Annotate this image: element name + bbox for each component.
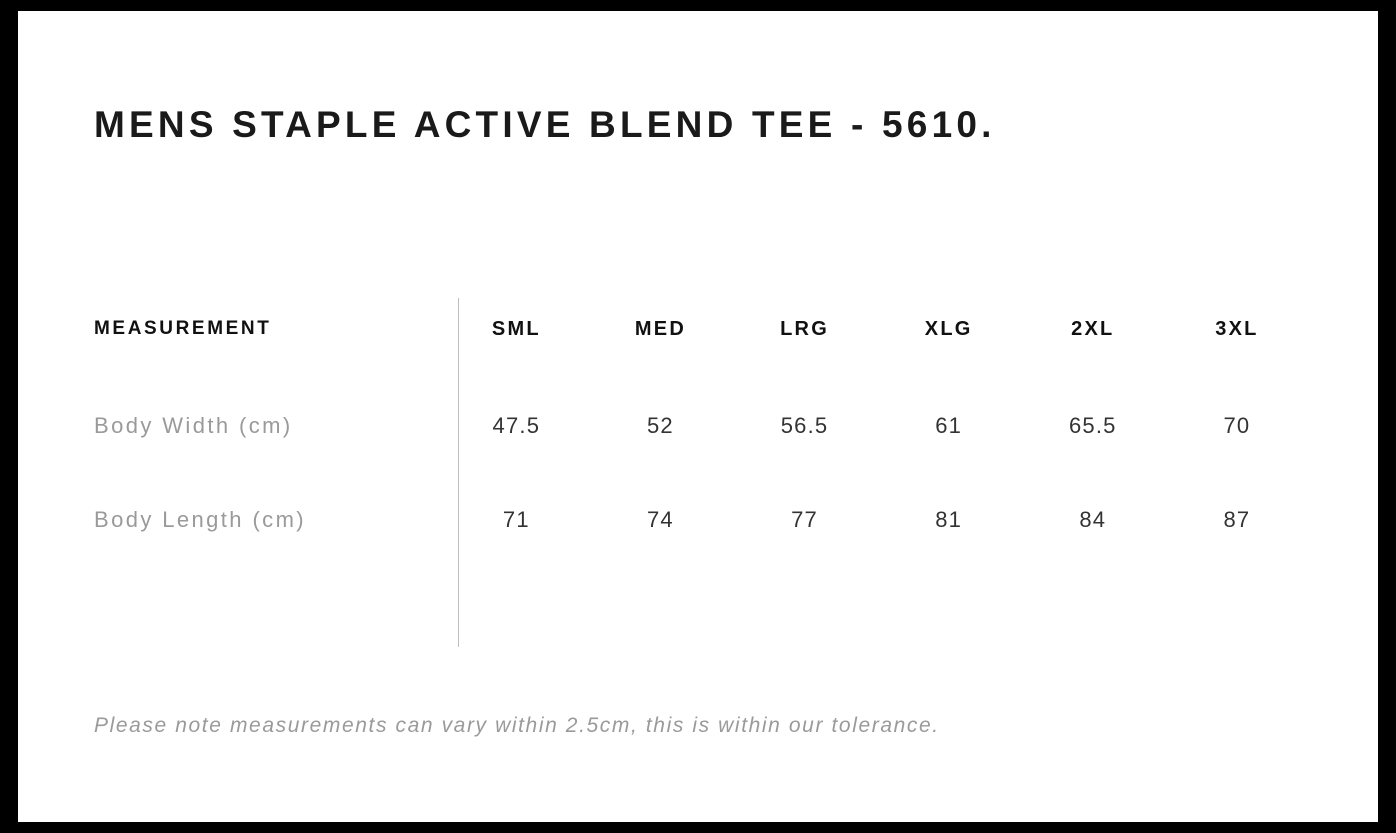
row-label-body-length: Body Length (cm) [94, 507, 307, 532]
size-column-header-3xl: 3XL [1215, 317, 1259, 340]
size-table-container [18, 279, 1378, 567]
table-row [94, 379, 1309, 473]
size-table [94, 279, 1309, 567]
cell-body-length-sml: 71 [502, 507, 530, 532]
page-title: MENS STAPLE ACTIVE BLEND TEE - 5610. [94, 104, 996, 145]
cell-body-length-xlg: 81 [935, 507, 963, 532]
cell-body-width-2xl: 65.5 [1068, 413, 1117, 438]
cell-body-width-med: 52 [647, 413, 674, 438]
row-label-body-width: Body Width (cm) [94, 413, 293, 438]
tolerance-note: Please note measurements can vary within 2.5cm, this is within our tolerance. [94, 714, 940, 737]
size-column-header-2xl: 2XL [1071, 317, 1115, 340]
size-column-header-med: MED [634, 317, 686, 340]
cell-body-width-lrg: 56.5 [780, 413, 829, 438]
cell-body-length-3xl: 87 [1223, 507, 1251, 532]
cell-body-width-xlg: 61 [935, 413, 963, 438]
size-column-header-lrg: LRG [780, 317, 829, 340]
cell-body-length-2xl: 84 [1079, 507, 1107, 532]
cell-body-length-lrg: 77 [791, 507, 818, 532]
cell-body-length-med: 74 [647, 507, 674, 532]
cell-body-width-3xl: 70 [1223, 413, 1251, 438]
size-chart-page [18, 11, 1378, 822]
size-column-header-xlg: XLG [924, 317, 973, 340]
table-row [94, 473, 1309, 567]
cell-body-width-sml: 47.5 [492, 413, 541, 438]
size-column-header-sml: SML [491, 317, 541, 340]
table-header-row [94, 279, 1309, 379]
measurement-column-header: MEASUREMENT [94, 318, 272, 339]
